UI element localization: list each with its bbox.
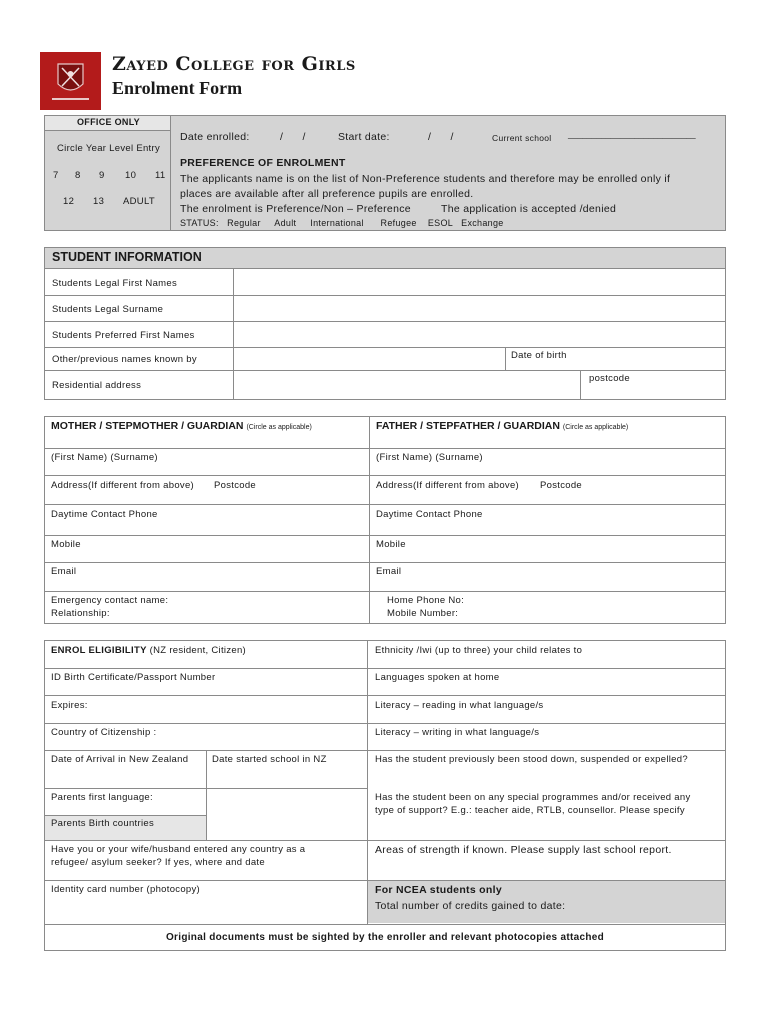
legal-first-names-field[interactable] (234, 269, 725, 295)
current-school-field[interactable]: ___________________________ (568, 129, 696, 139)
preference-heading: PREFERENCE OF ENROLMENT (180, 157, 346, 169)
areas-of-strength-label: Areas of strength if known. Please supply last school report. (375, 844, 672, 856)
status-options: STATUS: Regular Adult International Refugee ESOL Exchange (180, 218, 504, 228)
relationship-label: Relationship: (51, 608, 110, 619)
other-names-field[interactable] (234, 348, 505, 370)
arrival-date-label: Date of Arrival in New Zealand (51, 754, 189, 765)
father-email-label: Email (376, 566, 402, 577)
current-school-label: Current school (492, 133, 552, 143)
father-daytime-phone-label: Daytime Contact Phone (376, 509, 483, 520)
date-enrolled-label: Date enrolled: (180, 131, 250, 143)
ethnicity-label: Ethnicity /Iwi (up to three) your child relates to (375, 645, 583, 656)
special-programmes-line-2: type of support? E.g.: teacher aide, RTLB, counsellor. Please specify (375, 805, 685, 816)
office-only-heading: OFFICE ONLY (77, 117, 140, 127)
student-info-heading: STUDENT INFORMATION (52, 250, 202, 264)
form-title: Enrolment Form (112, 78, 243, 98)
year-8[interactable]: 8 (75, 170, 81, 181)
enrol-eligibility-label: ENROL ELIGIBILITY (NZ resident, Citizen) (51, 645, 247, 656)
mother-mobile-label: Mobile (51, 539, 81, 550)
mother-email-label: Email (51, 566, 77, 577)
college-logo (40, 52, 101, 110)
crest-icon (40, 52, 101, 110)
start-date-label: Start date: (338, 131, 390, 143)
legal-surname-label: Students Legal Surname (52, 304, 164, 315)
footer-note: Original documents must be sighted by the enroller and relevant photocopies attached (165, 932, 605, 943)
year-10[interactable]: 10 (125, 170, 137, 181)
id-birth-cert-label: ID Birth Certificate/Passport Number (51, 672, 216, 683)
legal-first-names-label: Students Legal First Names (52, 278, 178, 289)
special-programmes-line-1: Has the student been on any special programmes and/or received any (375, 792, 691, 803)
stood-down-label: Has the student previously been stood down, suspended or expelled? (375, 754, 688, 765)
mother-address-label: Address(If different from above) (51, 480, 195, 491)
citizenship-label: Country of Citizenship : (51, 727, 157, 738)
father-mobile-label: Mobile (376, 539, 406, 550)
year-13[interactable]: 13 (93, 196, 105, 207)
emergency-contact-label: Emergency contact name: (51, 595, 169, 606)
postcode-field[interactable] (581, 371, 725, 400)
preferred-names-field[interactable] (234, 322, 725, 347)
year-11[interactable]: 11 (155, 170, 166, 181)
father-heading: FATHER / STEPFATHER / GUARDIAN (Circle as applicable) (376, 420, 629, 432)
start-date-field[interactable]: / / (428, 131, 454, 143)
father-postcode-label: Postcode (540, 480, 583, 491)
preference-line-1: The applicants name is on the list of Non-Preference students and therefore may be enrolled only if (180, 173, 671, 185)
school-name: Zayed College for Girls (112, 53, 356, 75)
refugee-question-line-2: refugee/ asylum seeker? If yes, where and date (51, 857, 265, 868)
expires-label: Expires: (51, 700, 88, 711)
identity-card-label: Identity card number (photocopy) (51, 884, 201, 895)
home-phone-label: Home Phone No: (387, 595, 465, 606)
preferred-names-label: Students Preferred First Names (52, 330, 195, 341)
application-status: The application is accepted /denied (441, 203, 617, 215)
preference-line-3: The enrolment is Preference/Non – Preference (180, 203, 411, 215)
legal-surname-field[interactable] (234, 296, 725, 321)
mother-heading: MOTHER / STEPMOTHER / GUARDIAN (Circle as applicable) (51, 420, 312, 432)
parents-language-label: Parents first language: (51, 792, 153, 803)
mother-postcode-label: Postcode (214, 480, 257, 491)
refugee-question-line-1: Have you or your wife/husband entered any country as a (51, 844, 306, 855)
parents-birth-countries-label: Parents Birth countries (51, 818, 154, 829)
date-of-birth-label: Date of birth (511, 350, 567, 361)
ncea-credits-label: Total number of credits gained to date: (375, 900, 566, 912)
residential-address-field[interactable] (234, 371, 580, 400)
date-of-birth-field[interactable] (506, 348, 725, 370)
postcode-label: postcode (589, 373, 630, 384)
year-12[interactable]: 12 (63, 196, 75, 207)
literacy-writing-label: Literacy – writing in what language/s (375, 727, 540, 738)
mobile-number-label: Mobile Number: (387, 608, 459, 619)
father-address-label: Address(If different from above) (376, 480, 520, 491)
mother-name-label: (First Name) (Surname) (51, 452, 158, 463)
started-school-label: Date started school in NZ (212, 754, 327, 765)
residential-address-label: Residential address (52, 380, 142, 391)
other-names-label: Other/previous names known by (52, 354, 197, 365)
father-name-label: (First Name) (Surname) (376, 452, 483, 463)
year-9[interactable]: 9 (99, 170, 105, 181)
year-adult[interactable]: ADULT (123, 196, 155, 207)
circle-year-label: Circle Year Level Entry (57, 143, 161, 154)
year-7[interactable]: 7 (53, 170, 59, 181)
literacy-reading-label: Literacy – reading in what language/s (375, 700, 544, 711)
ncea-heading: For NCEA students only (375, 884, 502, 896)
languages-label: Languages spoken at home (375, 672, 500, 683)
mother-daytime-phone-label: Daytime Contact Phone (51, 509, 158, 520)
preference-line-2: places are available after all preference pupils are enrolled. (180, 188, 474, 200)
date-enrolled-field[interactable]: / / (280, 131, 306, 143)
